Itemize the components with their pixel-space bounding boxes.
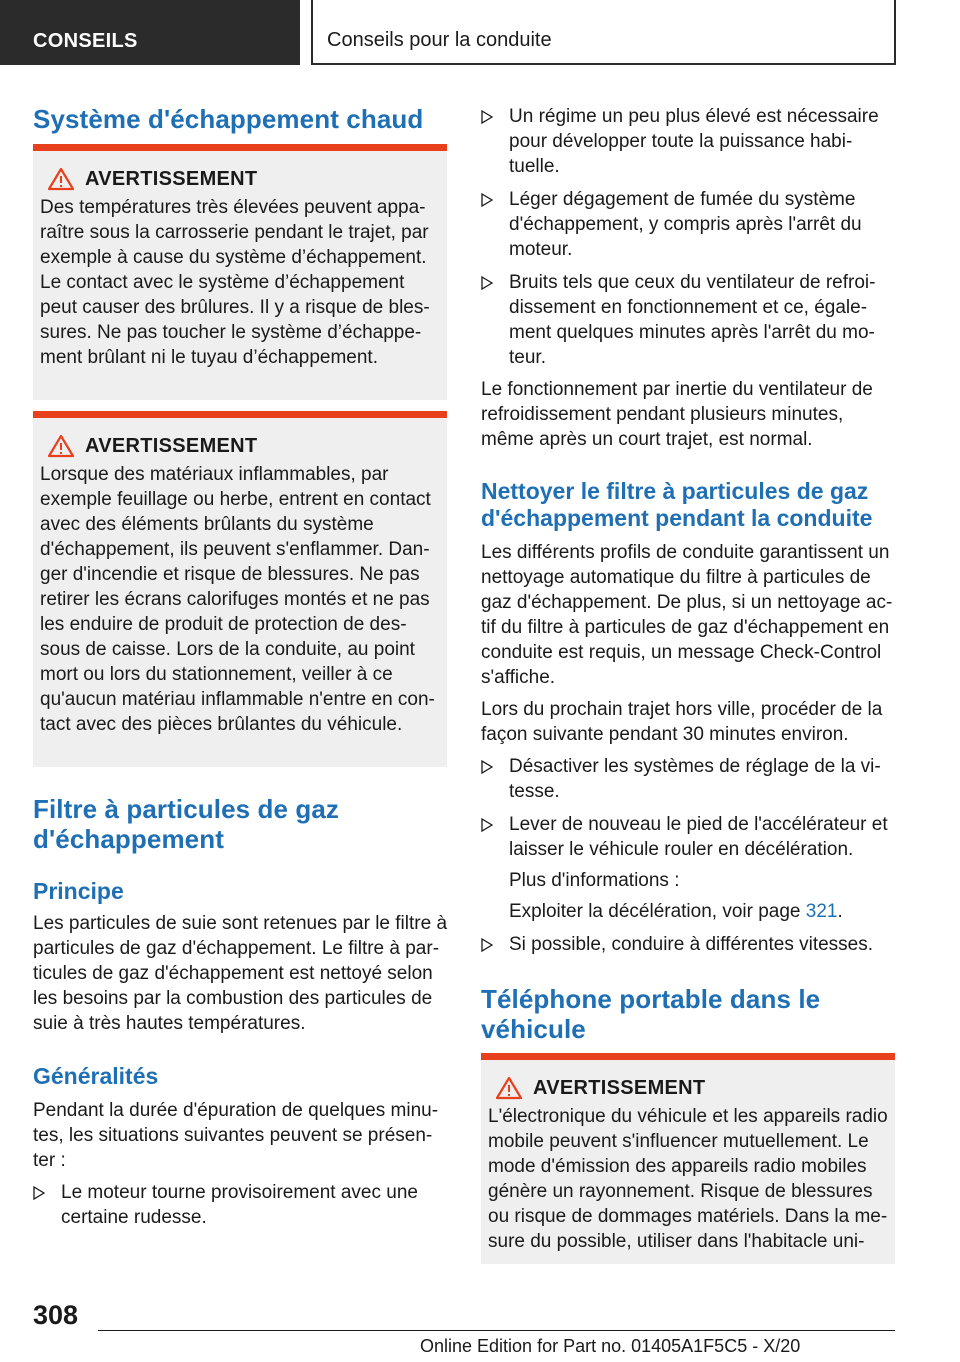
heading-line: véhicule bbox=[481, 1014, 586, 1044]
heading-line: Téléphone portable dans le bbox=[481, 984, 821, 1014]
text-line: certaine rudesse. bbox=[61, 1207, 207, 1228]
warning-line: retirer les écrans calorifuges montés et ne pas bbox=[40, 589, 430, 610]
text-line: Léger dégagement de fumée du système bbox=[509, 189, 856, 210]
warning-line: L'électronique du véhicule et les appareils radio bbox=[488, 1106, 888, 1127]
text-line: Les différents profils de conduite garantissent un bbox=[481, 542, 890, 563]
bullet-triangle-icon bbox=[33, 1186, 45, 1200]
bullet-triangle-icon bbox=[481, 276, 493, 290]
warning-box-hot-exhaust bbox=[33, 144, 447, 400]
text-line: Les particules de suie sont retenues par le filtre à bbox=[33, 913, 448, 934]
text-line: ticules de gaz d'échappement est nettoyé selon bbox=[33, 963, 433, 984]
warning-triangle-icon bbox=[47, 167, 75, 191]
warning-line: peut causer des brûlures. Il y a risque de bles‐ bbox=[40, 297, 430, 318]
footer-divider bbox=[98, 1330, 895, 1331]
bullet-triangle-icon bbox=[481, 818, 493, 832]
section-tab bbox=[0, 0, 300, 65]
warning-line: raître sous la carrosserie pendant le trajet, par bbox=[40, 222, 429, 243]
bullet-triangle-icon bbox=[481, 760, 493, 774]
list-item bbox=[481, 932, 895, 957]
text-line: laisser le véhicule rouler en décélération. bbox=[509, 839, 854, 860]
text-line: pour développer toute la puissance habi‐ bbox=[509, 131, 853, 152]
heading-particle-filter bbox=[33, 794, 339, 854]
page-link-321[interactable]: 321 bbox=[805, 901, 838, 922]
list-item bbox=[481, 812, 895, 924]
paragraph-clean bbox=[481, 540, 895, 690]
text-line: même après un court trajet, est normal. bbox=[481, 429, 813, 450]
cross-reference-end: . bbox=[837, 901, 843, 922]
warning-line: les enduire de produit de protection de des‐ bbox=[40, 614, 407, 635]
text-line: Bruits tels que ceux du ventilateur de refroi‐ bbox=[509, 272, 876, 293]
warning-line: tact avec des pièces brûlantes du véhicule. bbox=[40, 714, 403, 735]
text-line: conduite est requis, un message Check-Control bbox=[481, 642, 882, 663]
warning-line: mort ou lors du stationnement, veiller à ce bbox=[40, 664, 393, 685]
text-line: Désactiver les systèmes de réglage de la vi‐ bbox=[509, 756, 881, 777]
warning-line: exemple feuillage ou herbe, entrent en contact bbox=[40, 489, 431, 510]
list-item bbox=[481, 104, 895, 179]
heading-clean-filter bbox=[481, 478, 872, 532]
warning-line: d'échappement, ils peuvent s'enflammer. Dan‐ bbox=[40, 539, 430, 560]
list-item bbox=[33, 1180, 447, 1230]
text-line: dissement en fonctionnement et ce, égale‐ bbox=[509, 297, 868, 318]
paragraph-principe bbox=[33, 911, 447, 1036]
warning-line: ger d'incendie et risque de blessures. Ne pas bbox=[40, 564, 420, 585]
text-line: s'affiche. bbox=[481, 667, 556, 688]
text-line: ter : bbox=[33, 1150, 66, 1171]
heading-phone bbox=[481, 984, 820, 1044]
warning-line: Le contact avec le système d’échappement bbox=[40, 272, 405, 293]
text-line: Le moteur tourne provisoirement avec une bbox=[61, 1182, 418, 1203]
edition-note: Online Edition for Part no. 01405A1F5C5 - X/20 bbox=[420, 1336, 801, 1356]
bullet-triangle-icon bbox=[481, 938, 493, 952]
text-line: Un régime un peu plus élevé est nécessaire bbox=[509, 106, 879, 127]
heading-hot-exhaust: Système d'échappement chaud bbox=[33, 104, 424, 134]
text-line: Lors du prochain trajet hors ville, procéder de la bbox=[481, 699, 883, 720]
list-item bbox=[481, 754, 895, 804]
section-title: CONSEILS bbox=[33, 30, 138, 52]
text-line: tesse. bbox=[509, 781, 560, 802]
warning-line: qu'aucun matériau inflammable n'entre en con‐ bbox=[40, 689, 435, 710]
text-line: Le fonctionnement par inertie du ventilateur de bbox=[481, 379, 873, 400]
text-line: nettoyage automatique du filtre à particules de bbox=[481, 567, 871, 588]
warning-label: AVERTISSEMENT bbox=[533, 1076, 706, 1099]
heading-principe: Principe bbox=[33, 878, 124, 904]
heading-line: d'échappement bbox=[33, 824, 224, 854]
text-line: tif du filtre à particules de gaz d'échappement en bbox=[481, 617, 890, 638]
bullet-triangle-icon bbox=[481, 193, 493, 207]
text-line: ment quelques minutes après l'arrêt du mo‐ bbox=[509, 322, 875, 343]
cross-reference bbox=[509, 899, 888, 924]
warning-line: Des températures très élevées peuvent appa‐ bbox=[40, 197, 426, 218]
bullet-triangle-icon bbox=[481, 110, 493, 124]
text-line: particules de gaz d'échappement. Le filtre à par‐ bbox=[33, 938, 440, 959]
heading-generalites: Généralités bbox=[33, 1063, 159, 1089]
text-line: suie à très hautes températures. bbox=[33, 1013, 306, 1034]
list-item bbox=[481, 187, 895, 262]
text-line: d'échappement, y compris après l'arrêt du bbox=[509, 214, 862, 235]
paragraph-trip bbox=[481, 697, 895, 747]
heading-line: Filtre à particules de gaz bbox=[33, 794, 340, 824]
warning-label: AVERTISSEMENT bbox=[85, 167, 258, 190]
more-info: Plus d'informations : bbox=[509, 870, 680, 891]
warning-line: avec des éléments brûlants du système bbox=[40, 514, 374, 535]
warning-line: mode d'émission des appareils radio mobiles bbox=[488, 1156, 867, 1177]
warning-line: mobile peuvent s'influencer mutuellement. Le bbox=[488, 1131, 869, 1152]
text-line: façon suivante pendant 30 minutes environ. bbox=[481, 724, 849, 745]
text-line: teur. bbox=[509, 347, 546, 368]
text-line: moteur. bbox=[509, 239, 573, 260]
paragraph-inertie bbox=[481, 377, 895, 452]
warning-box-phone bbox=[481, 1053, 895, 1264]
warning-line: sures. Ne pas toucher le système d’échappe‐ bbox=[40, 322, 422, 343]
warning-line: exemple à cause du système d’échappement. bbox=[40, 247, 427, 268]
warning-label: AVERTISSEMENT bbox=[85, 434, 258, 457]
warning-triangle-icon bbox=[495, 1076, 523, 1100]
text-line: tuelle. bbox=[509, 156, 560, 177]
warning-line: ment brûlant ni le tuyau d’échappement. bbox=[40, 347, 378, 368]
text-line: Si possible, conduire à différentes vitesses. bbox=[509, 934, 874, 955]
paragraph-generalites bbox=[33, 1098, 447, 1173]
page-number: 308 bbox=[33, 1300, 79, 1330]
text-line: refroidissement pendant plusieurs minutes, bbox=[481, 404, 844, 425]
text-line: Lever de nouveau le pied de l'accélérateur et bbox=[509, 814, 888, 835]
warning-line: sure du possible, utiliser dans l'habitacle uni‐ bbox=[488, 1231, 865, 1252]
warning-line: Lorsque des matériaux inflammables, par bbox=[40, 464, 389, 485]
warning-box-flammable bbox=[33, 411, 447, 767]
list-item bbox=[481, 270, 895, 370]
text-line: les besoins par la combustion des particules de bbox=[33, 988, 433, 1009]
warning-triangle-icon bbox=[47, 434, 75, 458]
warning-line: ou risque de dommages matériels. Dans la me‐ bbox=[488, 1206, 888, 1227]
warning-line: génère un rayonnement. Risque de blessures bbox=[488, 1181, 873, 1202]
chapter-title: Conseils pour la conduite bbox=[327, 29, 552, 51]
text-line: tes, les situations suivantes peuvent se présen‐ bbox=[33, 1125, 433, 1146]
text-line: Pendant la durée d'épuration de quelques minu‐ bbox=[33, 1100, 439, 1121]
warning-line: sous de caisse. Lors de la conduite, au point bbox=[40, 639, 415, 660]
cross-reference-text: Exploiter la décélération, voir page bbox=[509, 901, 806, 922]
chapter-tab bbox=[311, 0, 896, 65]
heading-line: d'échappement pendant la conduite bbox=[481, 505, 873, 531]
heading-line: Nettoyer le filtre à particules de gaz bbox=[481, 478, 869, 504]
text-line: gaz d'échappement. De plus, si un nettoyage ac‐ bbox=[481, 592, 893, 613]
